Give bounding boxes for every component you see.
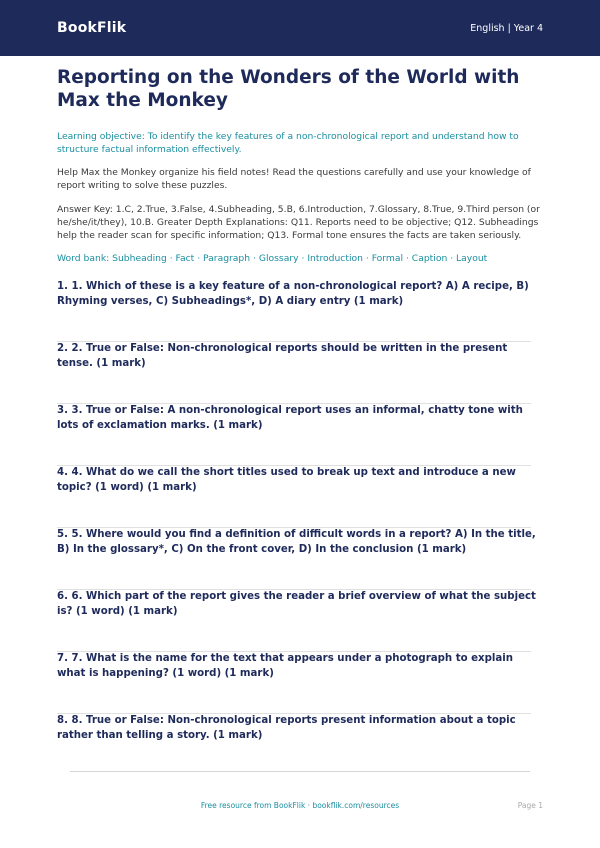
question-text: 2. 2. True or False: Non-chronological reports should be written in the present tense. (1 mark) [57,343,508,369]
question-text: 6. 6. Which part of the report gives the reader a brief overview of what the subject is? (1 word) (1 mark) [57,591,536,617]
subject-label: English | Year 4 [470,22,543,34]
question-5 [57,528,543,590]
answer-line [57,651,531,652]
footer-link[interactable]: Free resource from BookFlik · bookflik.com/resources [200,801,400,810]
answer-line [57,341,531,342]
question-3 [57,404,543,466]
brand-logo[interactable]: BookFlik [57,20,127,36]
question-4 [57,466,543,528]
worksheet-content [57,66,543,776]
footer-divider [70,771,530,772]
answer-line [57,527,531,528]
page-title: Reporting on the Wonders of the World with Max the Monkey [57,67,520,111]
question-6 [57,590,543,652]
question-text: 5. 5. Where would you find a definition of difficult words in a report? A) In the title, B) In the glossary*, C) On the front cover, D) In the conclusion (1 mark) [57,529,536,555]
answer-line [57,465,531,466]
page-header [0,0,600,56]
question-8 [57,714,543,776]
question-text: 1. 1. Which of these is a key feature of a non-chronological report? A) A recipe, B) Rhyming verses, C) Subheadings*, D) A diary entry (1 mark) [57,281,529,307]
question-text: 7. 7. What is the name for the text that appears under a photograph to explain what is happening? (1 word) (1 mark) [57,653,514,679]
answer-line [57,713,531,714]
word-bank: Word bank: Subheading · Fact · Paragraph · Glossary · Introduction · Formal · Caption · Layout [57,253,488,264]
answer-line [57,403,531,404]
question-7 [57,652,543,714]
question-text: 3. 3. True or False: A non-chronological report uses an informal, chatty tone with lots of exclamation marks. (1 mark) [57,405,523,431]
learning-objective: Learning objective: To identify the key features of a non-chronological report and understand how to structure factual information effectively. [57,131,519,155]
question-text: 4. 4. What do we call the short titles used to break up text and introduce a new topic? (1 word) (1 mark) [57,467,516,493]
question-1 [57,280,543,342]
intro-text: Help Max the Monkey organize his field notes! Read the questions carefully and use your knowledge of report writing to solve these puzzles. [57,167,531,191]
question-text: 8. 8. True or False: Non-chronological reports present information about a topic rather than telling a story. (1 mark) [57,715,516,741]
question-2 [57,342,543,404]
answer-key: Answer Key: 1.C, 2.True, 3.False, 4.Subheading, 5.B, 6.Introduction, 7.Glossary, 8.True, 9.Third person (or he/she/it/they), 10.B. Greater Depth Explanations: Q11. Reports need to be objective; Q12. Subheadings help the reader scan for specific information; Q13. Formal tone ensures the facts are taken seriously. [57,204,540,241]
answer-line [57,589,531,590]
page-number: Page 1 [517,801,543,810]
